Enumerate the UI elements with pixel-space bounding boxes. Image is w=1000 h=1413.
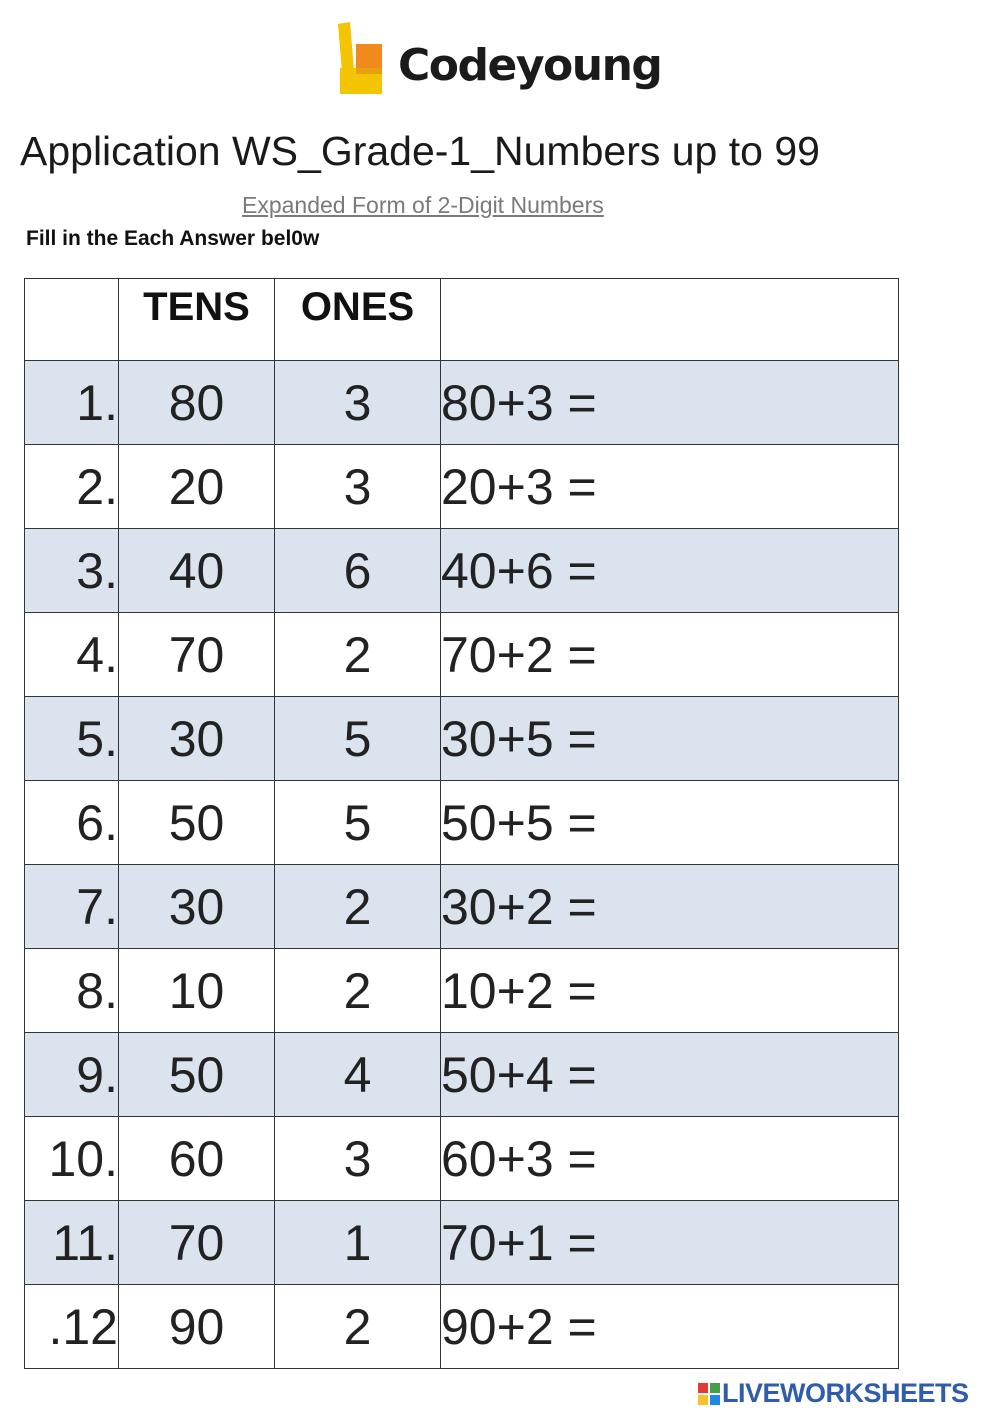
row-number: 11. [25,1201,119,1285]
tens-value: 30 [119,865,275,949]
tens-value: 60 [119,1117,275,1201]
tens-value: 50 [119,781,275,865]
tens-value: 70 [119,613,275,697]
watermark-text: LIVEWORKSHEETS [722,1378,969,1408]
instruction-text: Fill in the Each Answer bel0w [26,227,320,250]
expanded-expression: 60+3 = [441,1117,899,1201]
row-number: 6. [25,781,119,865]
ones-value: 3 [275,445,441,529]
row-number: 10. [25,1117,119,1201]
ones-value: 4 [275,1033,441,1117]
tens-value: 10 [119,949,275,1033]
header-ones: ONES [275,279,441,361]
ones-value: 2 [275,613,441,697]
tens-value: 80 [119,361,275,445]
brand-name: Codeyoung [398,40,662,91]
table-row [25,613,899,697]
row-number: 8. [25,949,119,1033]
ones-value: 2 [275,949,441,1033]
table-row [25,781,899,865]
header-number [25,279,119,361]
ones-value: 1 [275,1201,441,1285]
page-title: Application WS_Grade-1_Numbers up to 99 [20,128,820,174]
tens-value: 70 [119,1201,275,1285]
table-row [25,949,899,1033]
expanded-expression: 50+5 = [441,781,899,865]
row-number: 1. [25,361,119,445]
tens-value: 50 [119,1033,275,1117]
expanded-expression: 30+5 = [441,697,899,781]
tens-value: 90 [119,1285,275,1369]
row-number: 3. [25,529,119,613]
ones-value: 2 [275,865,441,949]
expanded-expression: 80+3 = [441,361,899,445]
liveworksheets-watermark [698,1378,969,1410]
table-row [25,529,899,613]
ones-value: 6 [275,529,441,613]
ones-value: 2 [275,1285,441,1369]
row-number: 7. [25,865,119,949]
brand-logo [330,22,690,100]
expanded-expression: 90+2 = [441,1285,899,1369]
row-number: 5. [25,697,119,781]
liveworksheets-icon [698,1383,720,1405]
tens-value: 30 [119,697,275,781]
expanded-expression: 70+2 = [441,613,899,697]
expanded-expression: 20+3 = [441,445,899,529]
row-number: 9. [25,1033,119,1117]
header-tens: TENS [119,279,275,361]
expanded-expression: 40+6 = [441,529,899,613]
page-subtitle: Expanded Form of 2-Digit Numbers [242,192,604,218]
row-number: 4. [25,613,119,697]
ones-value: 5 [275,781,441,865]
table-row [25,1033,899,1117]
tens-value: 20 [119,445,275,529]
table-header-row [25,279,899,361]
table-row [25,361,899,445]
ones-value: 5 [275,697,441,781]
codeyoung-logo-icon [330,22,388,100]
expanded-expression: 50+4 = [441,1033,899,1117]
expanded-expression: 30+2 = [441,865,899,949]
expanded-expression: 10+2 = [441,949,899,1033]
ones-value: 3 [275,361,441,445]
row-number: .12 [25,1285,119,1369]
table-row [25,697,899,781]
expanded-expression: 70+1 = [441,1201,899,1285]
table-row [25,1285,899,1369]
table-row [25,1201,899,1285]
header-answer [441,279,899,361]
row-number: 2. [25,445,119,529]
table-row [25,865,899,949]
expanded-form-table [24,278,899,1369]
table-row [25,445,899,529]
table-row [25,1117,899,1201]
tens-value: 40 [119,529,275,613]
ones-value: 3 [275,1117,441,1201]
